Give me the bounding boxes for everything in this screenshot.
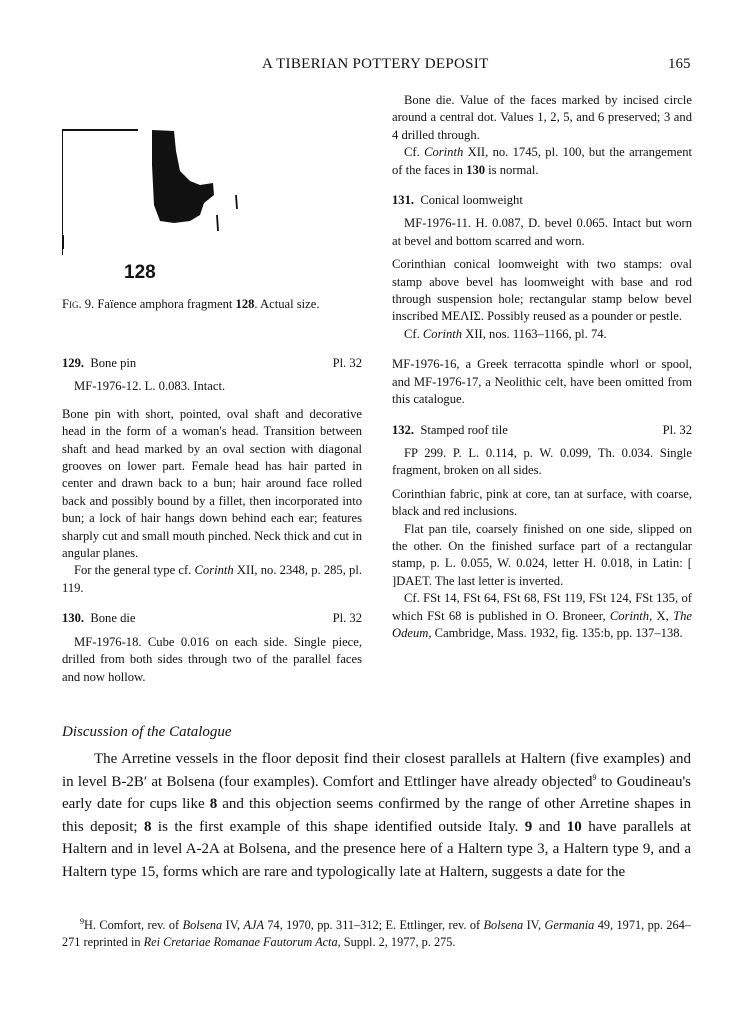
entry-131-heading bbox=[392, 192, 692, 209]
page-number: 165 bbox=[668, 56, 691, 72]
discussion-paragraph: The Arretine vessels in the floor deposit find their closest parallels at Haltern (five examples) and in level B-2B′ at Bolsena (four examples). Comfort and Ettlinger have already objected$^9$ to Goudineau's early date for cups like 8 and this objection seems confirmed by the range of other Arretine shapes in this deposit; 8 is the first example of this shape identified outside Italy. 9 and 10 have parallels at Haltern and in level A-2A at Bolsena, and the presence here of a Haltern type 3, a Haltern type 9, and a Haltern type 15, forms which are rare and typologically late at Haltern, suggests a date for the bbox=[62, 751, 691, 880]
entry-plate: Pl. 32 bbox=[332, 611, 362, 626]
figure-profile-outline bbox=[62, 130, 138, 255]
entry-129-inventory: MF-1976-12. L. 0.083. Intact. bbox=[74, 379, 226, 394]
entry-plate: Pl. 32 bbox=[662, 422, 692, 437]
entry-131-comparison: Cf. Corinth XII, nos. 1163–1166, pl. 74. bbox=[404, 326, 607, 341]
figure-caption bbox=[62, 296, 332, 313]
entry-number: 131. bbox=[392, 193, 415, 208]
entry-132-inventory: FP 299. P. L. 0.114, p. W. 0.099, Th. 0.034. Single fragment, broken on all sides. bbox=[392, 445, 692, 478]
footnote-reference: 9 bbox=[592, 772, 597, 782]
figure-drawing bbox=[62, 125, 312, 285]
running-head: A TIBERIAN POTTERY DEPOSIT bbox=[262, 56, 489, 72]
entry-131-description: Corinthian conical loomweight with two stamps: oval stamp above bevel has loomweight with base and rod through suspension hole; rectangular stamp below bevel inscribed ΜΕΛΙΣ. Possibly reused as a pounder or pestle. bbox=[392, 257, 692, 324]
entry-129-comparison: For the general type cf. Corinth XII, no. 2348, p. 285, pl. 119. bbox=[62, 563, 363, 595]
right-column bbox=[392, 92, 692, 642]
entry-number: 130. bbox=[62, 611, 85, 626]
entry-132-description: Flat pan tile, coarsely finished on one side, slipped on the other. On the finished surface part of a rectangular stamp, p. L. 0.055, W. 0.024, letter H. 0.018, in Latin: [ ]DAET. The last letter is inverted. bbox=[392, 521, 692, 588]
section-heading: Discussion of the Catalogue bbox=[62, 724, 232, 740]
figure-caption-text: Faïence amphora fragment bbox=[94, 297, 236, 311]
entry-132-fabric: Corinthian fabric, pink at core, tan at surface, with coarse, black and red inclusions. bbox=[392, 486, 692, 519]
entry-title: Bone pin bbox=[90, 356, 137, 370]
fragment-edge-mark bbox=[236, 195, 237, 209]
entry-title: Conical loomweight bbox=[420, 193, 523, 208]
figure-number-label: 128 bbox=[124, 262, 156, 283]
entry-132-comparison: Cf. FSt 14, FSt 64, FSt 68, FSt 119, FSt 124, FSt 135, of which FSt 68 is published in O. Broneer, Corinth, X, The Odeum, Cambridge, Mass. 1932, fig. 135:b, pp. 137–138. bbox=[392, 591, 692, 640]
fragment-edge-mark bbox=[217, 215, 218, 231]
figure-caption-suffix: . Actual size. bbox=[254, 297, 320, 311]
figure-caption-ref: 128 bbox=[235, 297, 255, 311]
amphora-fragment-silhouette bbox=[152, 130, 214, 223]
entry-title: Stamped roof tile bbox=[420, 422, 508, 437]
entry-number: 132. bbox=[392, 422, 415, 437]
left-column bbox=[62, 355, 362, 686]
entry-title: Bone die bbox=[90, 611, 136, 626]
entry-129-heading bbox=[62, 355, 362, 372]
entry-130-inventory: MF-1976-18. Cube 0.016 on each side. Single piece, drilled from both sides through two of the parallel faces and now hollow. bbox=[62, 634, 362, 684]
entry-132-heading bbox=[392, 422, 692, 439]
entry-130-comparison: Cf. Corinth XII, no. 1745, pl. 100, but the arrangement of the faces in 130 is normal. bbox=[392, 145, 693, 177]
entry-130-description: Bone die. Value of the faces marked by incised circle around a central dot. Values 1, 2, 5, and 6 preserved; 3 and 4 drilled through. bbox=[392, 93, 692, 142]
entry-131-inventory: MF-1976-11. H. 0.087, D. bevel 0.065. Intact but worn at bevel and bottom scarred and worn. bbox=[392, 216, 692, 248]
entry-number: 129. bbox=[62, 356, 85, 370]
footnote: $^9$H. Comfort, rev. of Bolsena IV, AJA 74, 1970, pp. 311–312; E. Ettlinger, rev. of Bolsena IV, Germania 49, 1971, pp. 264–271 reprinted in Rei Cretariae Romanae Fautorum Acta, Suppl. 2, 1977, p. 275. bbox=[62, 916, 691, 950]
entry-plate: Pl. 32 bbox=[332, 356, 362, 370]
omitted-items-note: MF-1976-16, a Greek terracotta spindle whorl or spool, and MF-1976-17, a Neolithic celt, have been omitted from this catalogue. bbox=[392, 357, 692, 407]
entry-130-heading bbox=[62, 610, 362, 627]
figure-caption-prefix: Fig. 9. bbox=[62, 297, 95, 311]
entry-129-description: Bone pin with short, pointed, oval shaft and decorative head in the form of a woman's head. Transition between shaft and head marked by an oval section with diagonal grooves on lower part. Female head has hair parted in center and drawn back to a bun; hair around face rolled back and possibly bound by a fillet, then incorporated into bun; a lock of hair hangs down behind each ear; features sharply cut and small mouth pinched. Neck thick and cut in angular planes. bbox=[62, 406, 362, 561]
footnote-marker: 9 bbox=[80, 916, 84, 926]
